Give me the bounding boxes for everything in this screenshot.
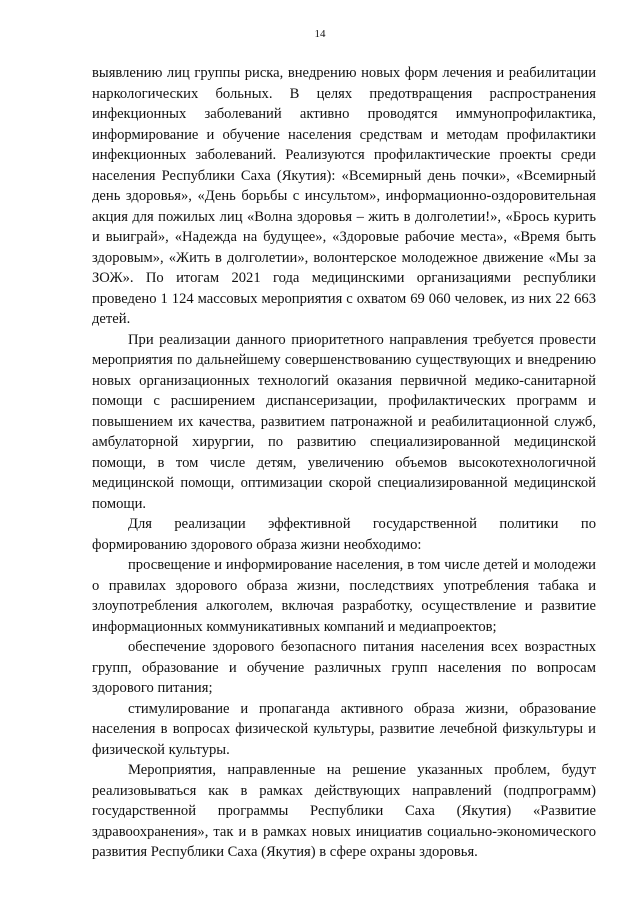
paragraph-nutrition: обеспечение здорового безопасного питания населения всех возрастных групп, образование и обучение различных групп населения по вопросам здорового питания; (92, 639, 596, 696)
page-number: 14 (314, 28, 326, 40)
paragraph-risk-groups: выявлению лиц группы риска, внедрению новых форм лечения и реабилитации наркологических больных. В целях предотвращения распространения инфекционных заболеваний активно проводятся иммунопрофилактика, информирование и обучение населения средствам и методам профилактики инфекционных заболеваний. Реализуются профилактические проекты среди населения Республики Саха (Якутия): «Всемирный день почки», «Всемирный день здоровья», «День борьбы с инсультом», информационно-оздоровительная акция для пожилых лиц «Волна здоровья – жить в долголетии!», «Брось курить и выиграй», «Надежда на будущее», «Здоровые рабочие места», «Время быть здоровым», «Жить в долголетии», волонтерское молодежное движение «Мы за ЗОЖ». По итогам 2021 года медицинскими организациями республики проведено 1 124 массовых мероприятия с охватом 69 060 человек, из них 22 663 детей. (92, 65, 596, 327)
paragraph-policy-intro: Для реализации эффективной государственной политики по формированию здорового образа жизни необходимо: (92, 516, 596, 553)
paragraph-measures: Мероприятия, направленные на решение указанных проблем, будут реализовываться как в рамках действующих направлений (подпрограмм) государственной программы Республики Саха (Якутия) «Развитие здравоохранения», так и в рамках новых инициатив социально-экономического развития Республики Саха (Якутия) в сфере охраны здоровья. (92, 762, 596, 860)
paragraph-priority-direction: При реализации данного приоритетного направления требуется провести мероприятия по дальнейшему совершенствованию существующих и внедрению новых организационных технологий оказания первичной медико-санитарной помощи с расширением диспансеризации, профилактических программ и повышением их качества, развитием патронажной и реабилитационной служб, амбулаторной хирургии, по развитию специализированной медицинской помощи, в том числе детям, увеличению объемов высокотехнологичной медицинской помощи, оптимизации скорой специализированной медицинской помощи. (92, 331, 596, 512)
paragraph-education: просвещение и информирование населения, в том числе детей и молодежи о правилах здорового образа жизни, последствиях употребления табака и злоупотребления алкоголем, включая разработку, осуществление и развитие информационных коммуникативных компаний и медиапроектов; (92, 557, 596, 635)
paragraph-active-lifestyle: стимулирование и пропаганда активного образа жизни, образование населения в вопросах физической культуры, развитие лечебной физкультуры и физической культуры. (92, 700, 596, 758)
body-text (92, 63, 596, 863)
